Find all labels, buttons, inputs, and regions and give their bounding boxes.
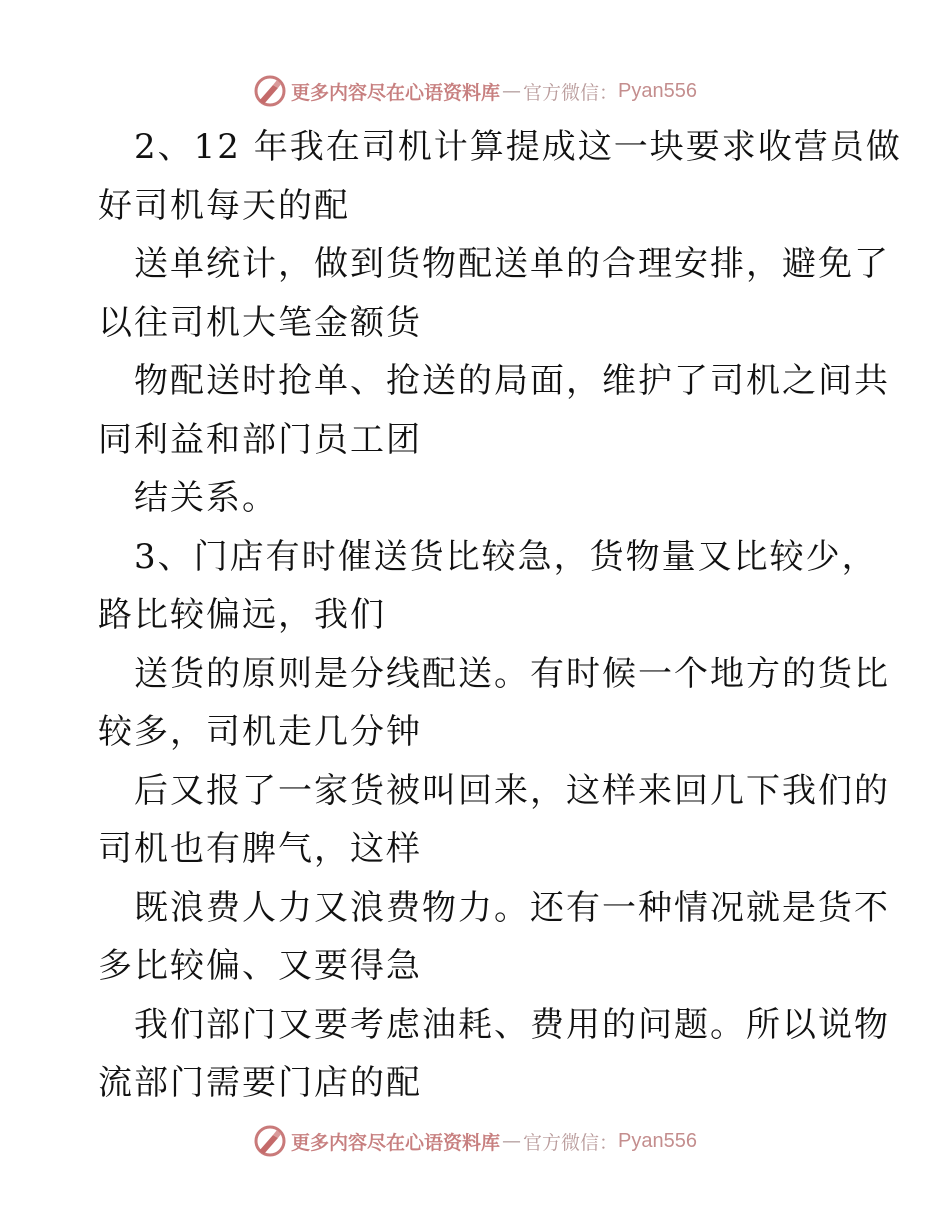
- header-watermark: [0, 71, 950, 111]
- body-line: 路比较偏远，我们: [98, 595, 386, 635]
- body-line: 多比较偏、又要得急: [98, 946, 422, 986]
- watermark-separator: —: [502, 1130, 522, 1152]
- body-line: 司机也有脾气，这样: [98, 829, 422, 869]
- watermark-separator: —: [502, 80, 522, 102]
- footer-watermark: [0, 1121, 950, 1161]
- body-line: 流部门需要门店的配: [98, 1063, 422, 1103]
- body-line: 3、门店有时催送货比较急，货物量又比较少，: [134, 536, 878, 577]
- watermark-site-text: 更多内容尽在心语资料库: [291, 81, 501, 104]
- body-line: 送单统计，做到货物配送单的合理安排，避免了: [134, 244, 890, 284]
- body-line: 同利益和部门员工团: [98, 419, 422, 460]
- body-line: 我们部门又要考虑油耗、费用的问题。所以说物: [134, 1004, 890, 1045]
- watermark-official-label: 官方微信：: [523, 1131, 619, 1154]
- watermark-official-label: 官方微信：: [523, 81, 619, 104]
- watermark-wechat-id: Pyan556: [618, 1129, 697, 1152]
- body-line: 较多，司机走几分钟: [98, 712, 422, 752]
- body-line: 送货的原则是分线配送。有时候一个地方的货比: [134, 653, 890, 694]
- body-line: 既浪费人力又浪费物力。还有一种情况就是货不: [134, 887, 890, 928]
- pen-logo-icon: [253, 1124, 287, 1158]
- pen-logo-icon: [253, 74, 287, 108]
- watermark-site-text: 更多内容尽在心语资料库: [291, 1131, 501, 1154]
- body-line: 结关系。: [134, 478, 278, 518]
- body-line: 以往司机大笔金额货: [98, 302, 422, 343]
- body-line: 好司机每天的配: [98, 185, 350, 226]
- body-line: 后又报了一家货被叫回来，这样来回几下我们的: [134, 770, 890, 811]
- body-line: 2、12 年我在司机计算提成这一块要求收营员做: [134, 127, 902, 167]
- watermark-wechat-id: Pyan556: [618, 79, 697, 102]
- body-line: 物配送时抢单、抢送的局面，维护了司机之间共: [134, 361, 890, 401]
- document-body: [98, 118, 902, 1113]
